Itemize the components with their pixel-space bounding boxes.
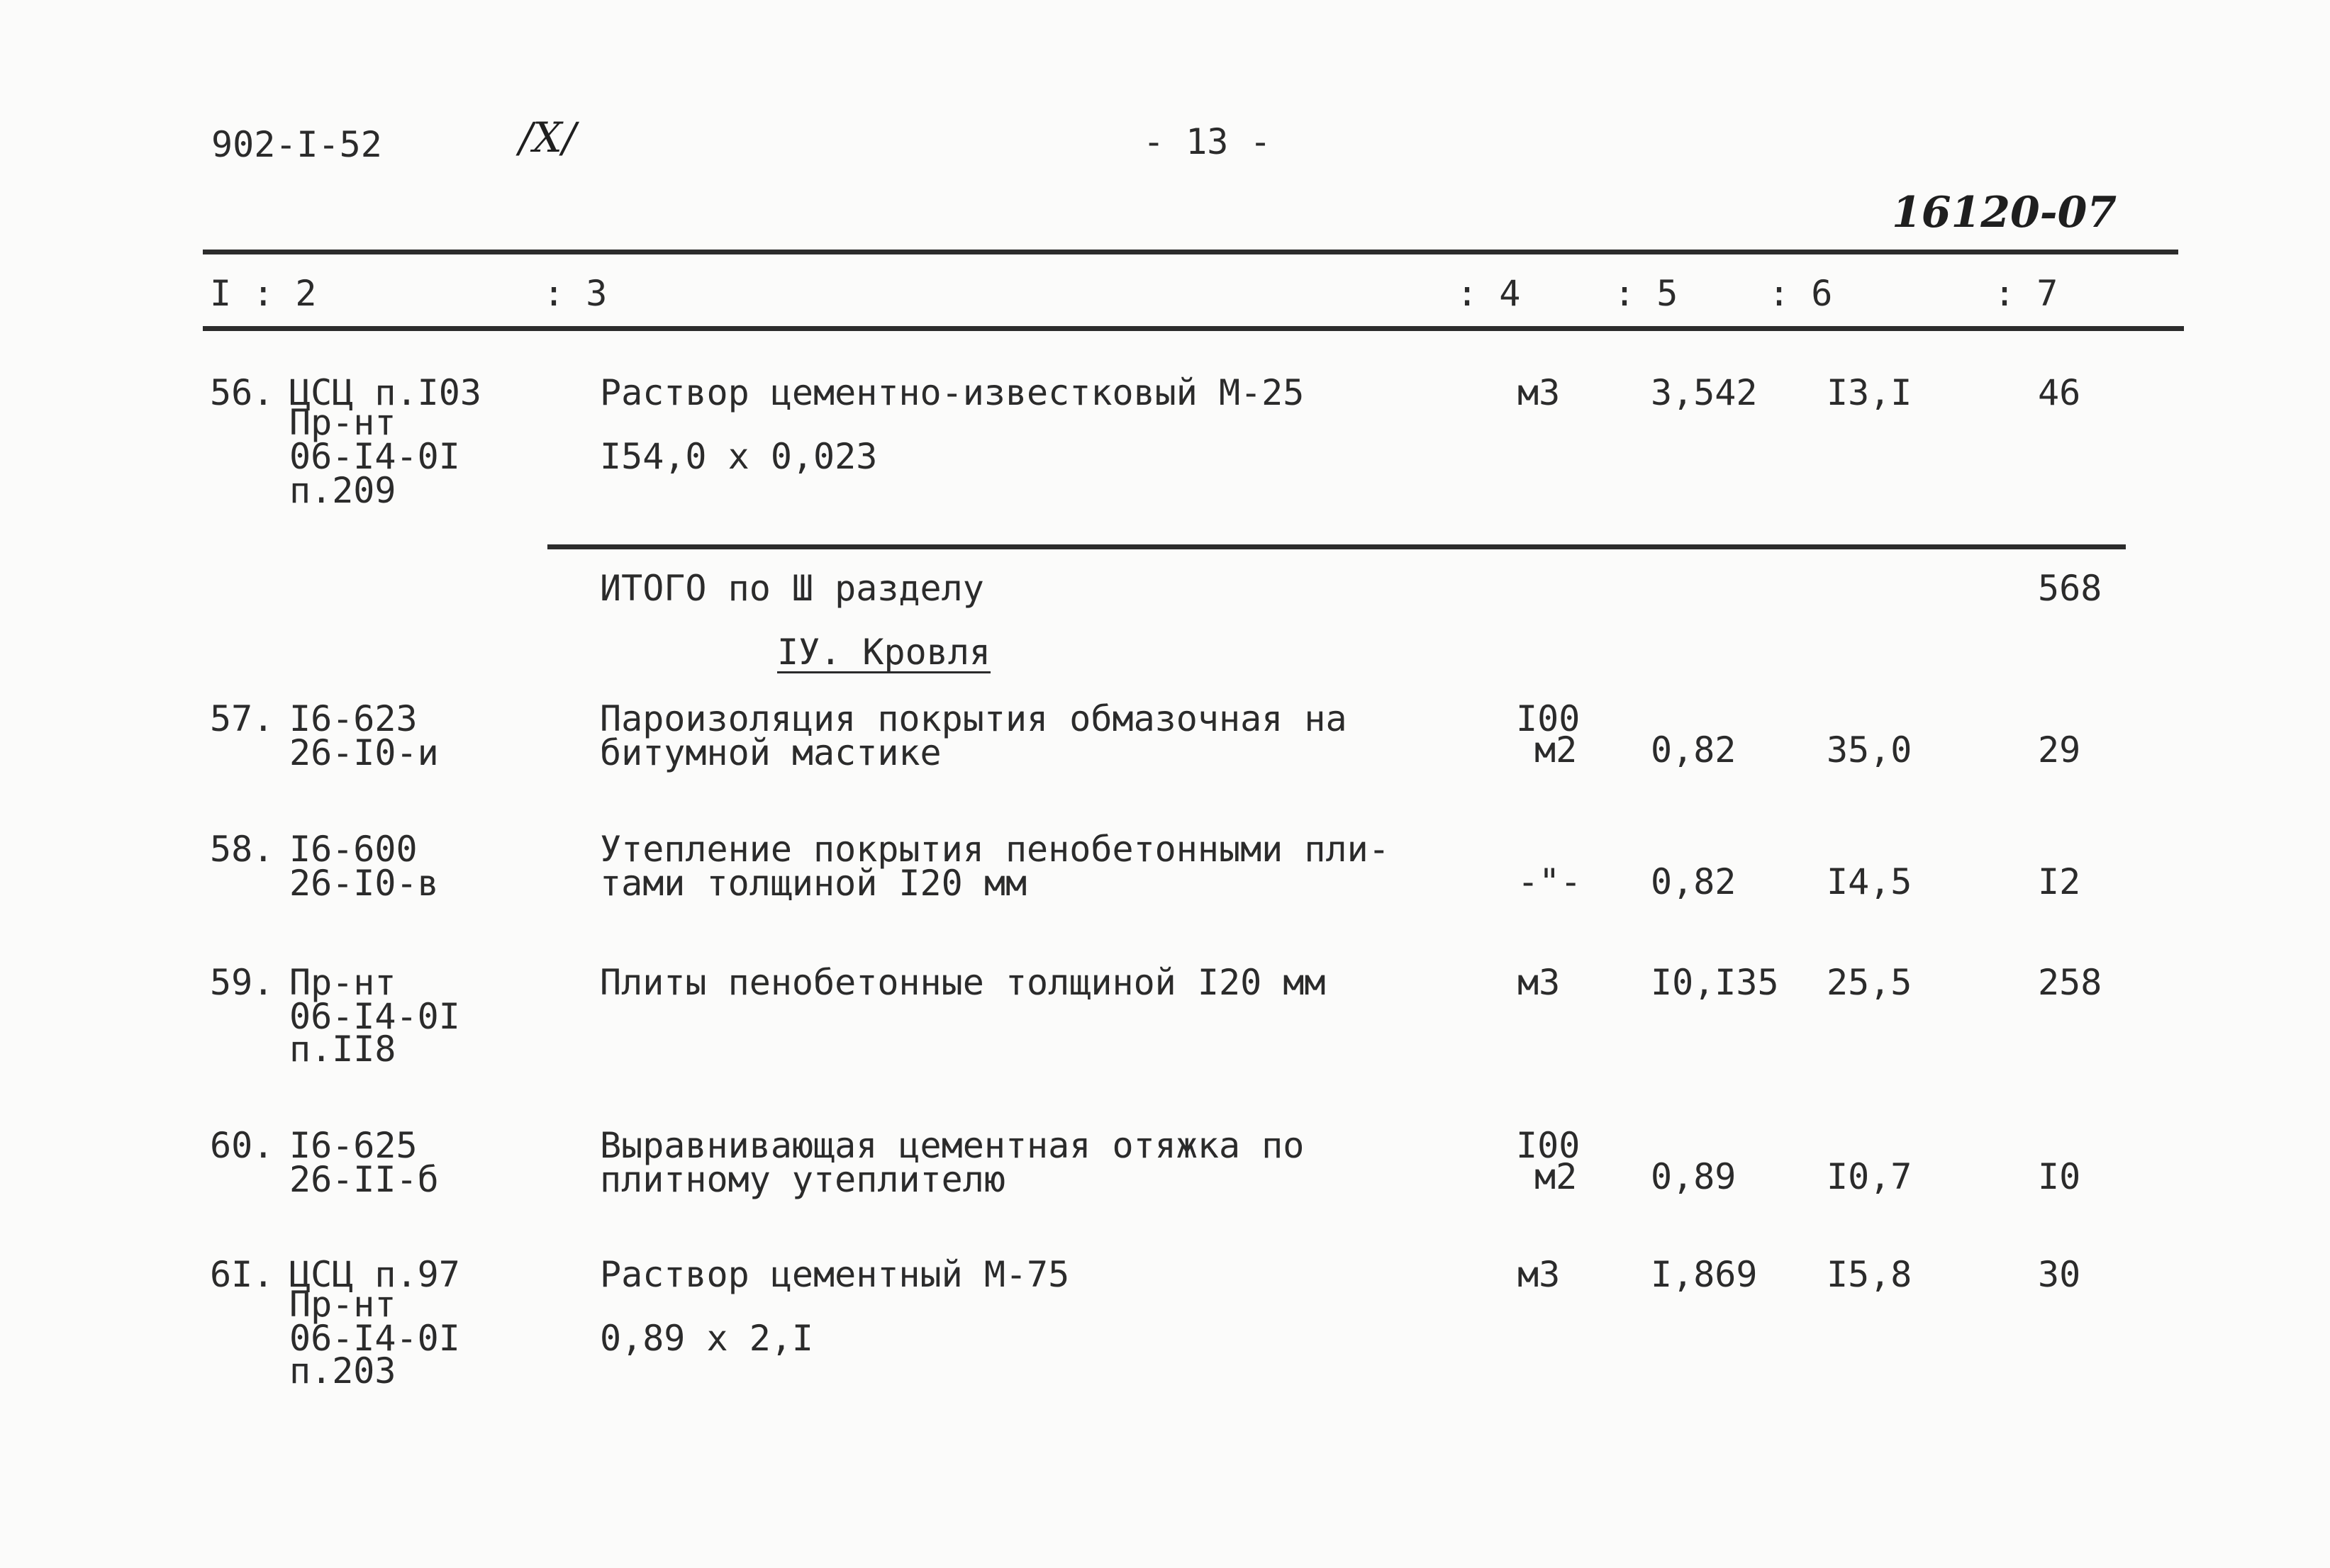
row-ref: п.203: [289, 1350, 396, 1391]
subtotal-label: ИТОГО по Ш разделу: [600, 568, 984, 609]
row-number: 60.: [210, 1125, 274, 1166]
row-number: 57.: [210, 698, 274, 739]
row-quantity: 0,82: [1651, 861, 1737, 902]
col-header-3: : 3: [543, 273, 608, 314]
row-ref: 06-I4-0I: [289, 1318, 460, 1359]
row-quantity: 0,89: [1651, 1156, 1737, 1197]
row-description: I54,0 x 0,023: [600, 436, 878, 477]
row-description: тами толщиной I20 мм: [600, 863, 1027, 904]
row-ref: ЦСЦ п.I03: [289, 372, 481, 413]
table-top-rule: [203, 250, 2178, 254]
row-description: Утепление покрытия пенобетонными пли-: [600, 829, 1390, 870]
document-code: 902-I-52: [211, 124, 382, 165]
row-unit: -"-: [1517, 861, 1582, 902]
handwritten-mark: /X/: [519, 113, 576, 162]
row-ref: 26-I0-и: [289, 732, 439, 773]
row-unit-price: I0,7: [1827, 1156, 1912, 1197]
row-number: 58.: [210, 829, 274, 870]
row-ref: Пр-нт: [289, 402, 396, 443]
row-ref: п.209: [289, 470, 396, 511]
row-ref: 26-I0-в: [289, 863, 439, 904]
row-unit: м2: [1534, 1156, 1578, 1197]
row-ref: п.II8: [289, 1029, 396, 1070]
row-unit-price: 25,5: [1827, 962, 1912, 1003]
row-ref: I6-600: [289, 829, 418, 870]
subtotal-rule: [547, 544, 2126, 549]
handwritten-stamp-number: 16120-07: [1892, 188, 2117, 237]
row-description: битумной мастике: [600, 732, 942, 773]
row-description: 0,89 x 2,I: [600, 1318, 814, 1359]
row-ref: Пр-нт: [289, 962, 396, 1003]
row-total: 46: [2038, 372, 2081, 413]
col-header-5: : 5: [1614, 273, 1678, 314]
subtotal-value: 568: [2038, 568, 2102, 609]
row-ref: 06-I4-0I: [289, 996, 460, 1037]
row-unit: м3: [1517, 962, 1561, 1003]
row-ref: 26-II-б: [289, 1159, 439, 1200]
row-ref: I6-623: [289, 698, 418, 739]
col-header-4: : 4: [1456, 273, 1521, 314]
col-header-1-2: I : 2: [210, 273, 317, 314]
row-ref: 06-I4-0I: [289, 436, 460, 477]
row-description: Пароизоляция покрытия обмазочная на: [600, 698, 1347, 739]
row-description: Выравнивающая цементная отяжка по: [600, 1125, 1305, 1166]
row-total: 29: [2038, 729, 2081, 771]
row-number: 6I.: [210, 1254, 274, 1295]
row-quantity: I,869: [1651, 1254, 1758, 1295]
row-quantity: 0,82: [1651, 729, 1737, 771]
row-unit-price: I3,I: [1827, 372, 1912, 413]
row-unit: I00: [1516, 698, 1581, 739]
row-number: 59.: [210, 962, 274, 1003]
section-title: IУ. Кровля: [777, 632, 991, 673]
row-unit: м3: [1517, 1254, 1561, 1295]
row-number: 56.: [210, 372, 274, 413]
page-number: - 13 -: [1143, 121, 1271, 162]
row-unit: I00: [1516, 1125, 1581, 1166]
row-ref: I6-625: [289, 1125, 418, 1166]
row-unit-price: I4,5: [1827, 861, 1912, 902]
row-total: I0: [2038, 1156, 2081, 1197]
row-description: плитному утеплителю: [600, 1159, 1005, 1200]
row-unit: м3: [1517, 372, 1561, 413]
row-ref: Пр-нт: [289, 1284, 396, 1325]
row-quantity: I0,I35: [1651, 962, 1779, 1003]
row-total: 258: [2038, 962, 2102, 1003]
row-total: I2: [2038, 861, 2081, 902]
row-ref: ЦСЦ п.97: [289, 1254, 460, 1295]
row-description: Раствор цементно-известковый М-25: [600, 372, 1305, 413]
row-unit: м2: [1534, 729, 1578, 771]
col-header-6: : 6: [1768, 273, 1833, 314]
row-description: Плиты пенобетонные толщиной I20 мм: [600, 962, 1326, 1003]
table-header-bottom-rule: [203, 326, 2184, 331]
row-total: 30: [2038, 1254, 2081, 1295]
col-header-7: : 7: [1994, 273, 2058, 314]
row-quantity: 3,542: [1651, 372, 1758, 413]
row-description: Раствор цементный М-75: [600, 1254, 1070, 1295]
row-unit-price: 35,0: [1827, 729, 1912, 771]
row-unit-price: I5,8: [1827, 1254, 1912, 1295]
